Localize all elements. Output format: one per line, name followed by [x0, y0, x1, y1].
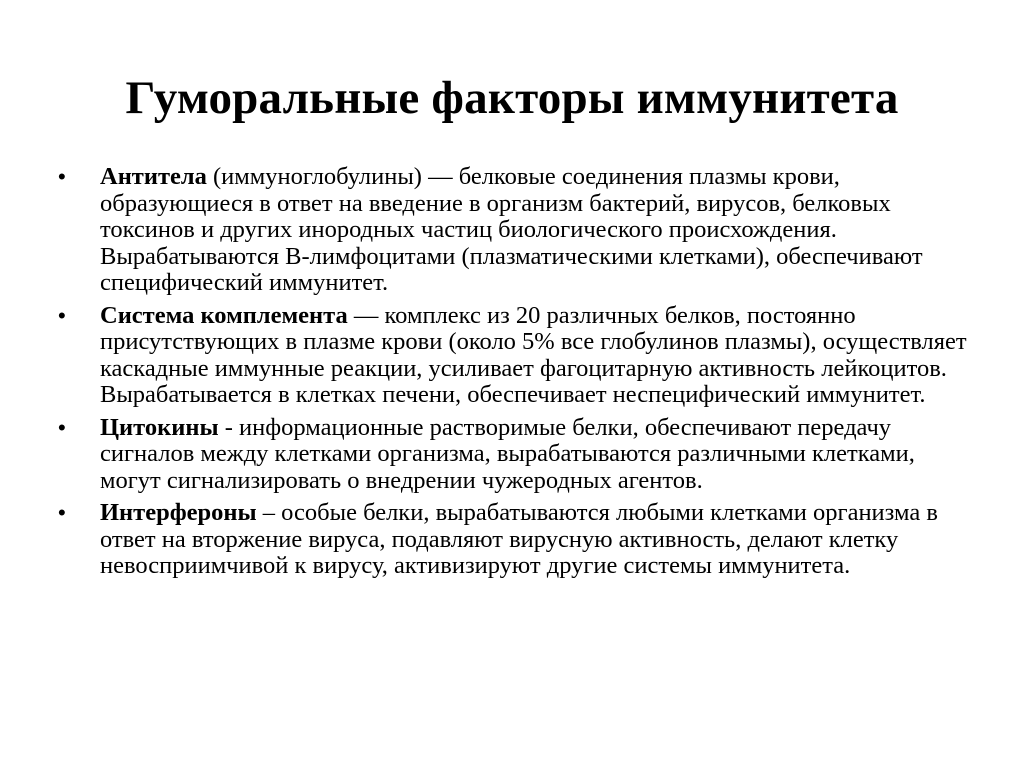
bullet-list: [58, 164, 978, 586]
bullet-item-cytokines: [58, 415, 978, 495]
bullet-term: Цитокины: [100, 413, 219, 441]
bullet-text: (иммуноглобулины) — белковые соединения плазмы крови, образующиеся в ответ на введение в организм бактерий, вирусов, белковых токсинов и других инородных частиц биологического происхождения. Вырабатываются В-лимфоцитами (плазматическими клетками), обеспечивают специфический иммунитет.: [100, 163, 923, 296]
bullet-term: Интерфероны: [100, 499, 257, 526]
bullet-term: Антитела: [100, 163, 207, 190]
bullet-icon: •: [58, 414, 66, 440]
bullet-term: Система комплемента: [100, 301, 348, 329]
bullet-item-complement: [58, 303, 978, 409]
bullet-icon: •: [58, 164, 66, 189]
bullet-text: - информационные растворимые белки, обеспечивают передачу сигналов между клетками организма, вырабатываются различными клетками, могут сигнализировать о внедрении чужеродных агентов.: [100, 413, 915, 494]
bullet-item-antibodies: [58, 164, 978, 297]
bullet-text: — комплекс из 20 различных белков, постоянно присутствующих в плазме крови (около 5% все глобулинов плазмы), осуществляет каскадные иммунные реакции, усиливает фагоцитарную активность лейкоцитов. Вырабатывается в клетках печени, обеспечивает неспецифический иммунитет.: [100, 301, 967, 408]
bullet-icon: •: [58, 500, 66, 525]
bullet-text: – особые белки, вырабатываются любыми клетками организма в ответ на вторжение вируса, подавляют вирусную активность, делают клетку невосприимчивой к вирусу, активизируют другие системы иммунитета.: [100, 499, 938, 579]
bullet-icon: •: [58, 302, 66, 328]
bullet-item-interferons: [58, 500, 978, 580]
slide-title: Гуморальные факторы иммунитета: [125, 72, 899, 124]
